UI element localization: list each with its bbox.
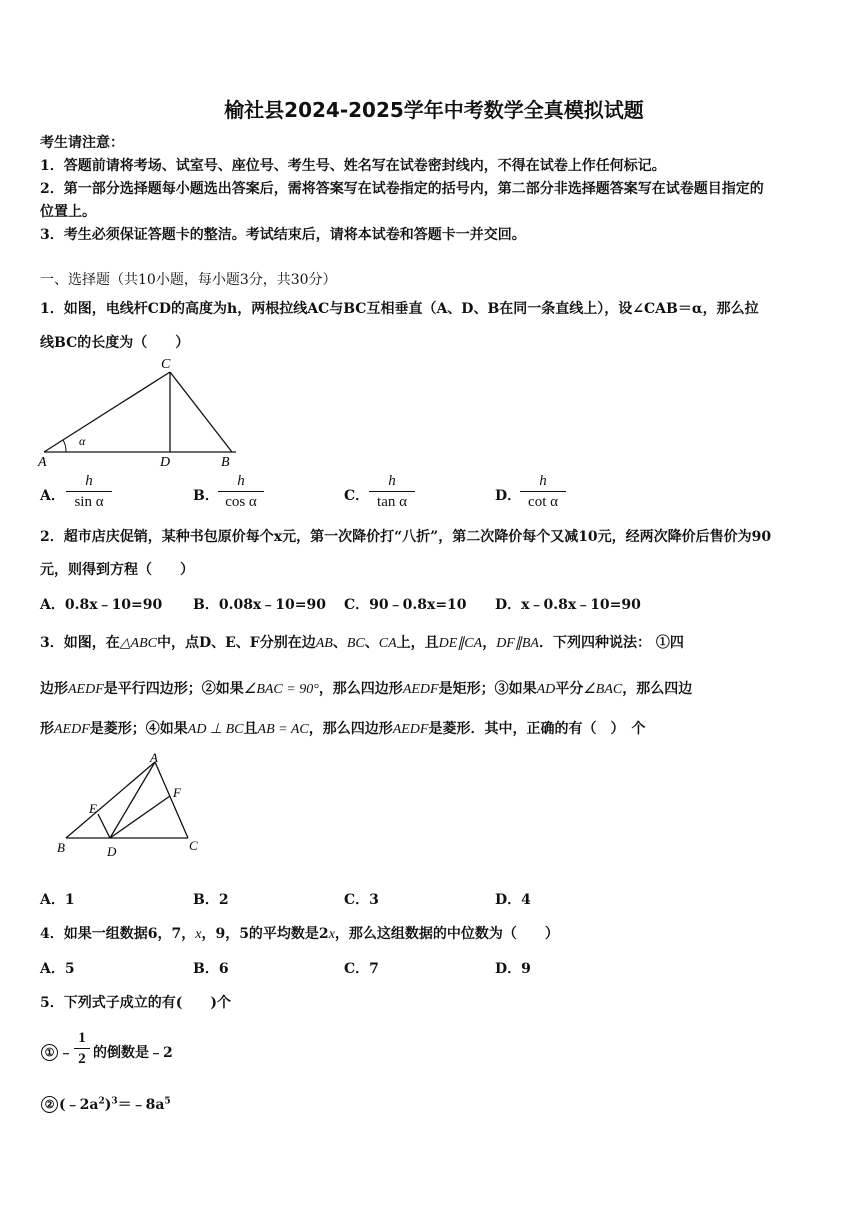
q2-option-b: B．0.08x﹣10=90 — [193, 597, 326, 613]
q5-item-2: ② $(﹣2a^2)^3=﹣8a^5$ — [40, 1094, 171, 1114]
q1-option-c-num: h — [388, 473, 396, 489]
q1-label-c: C — [161, 357, 171, 372]
q3-label-f: F — [173, 785, 181, 800]
notice-item: 1．答题前请将考场、试室号、座位号、考生号、姓名写在试卷密封线内，不得在试卷上作任何标记。 — [40, 158, 666, 174]
q1-option-c-label: C． — [344, 488, 370, 504]
q1-option-d-label: D． — [495, 488, 522, 504]
q5-item-1-text: 的倒数是﹣2 — [93, 1045, 173, 1061]
q1-option-b-fraction — [218, 472, 264, 511]
notice-heading: 考生请注意： — [40, 135, 124, 151]
q3-label-a: A — [150, 752, 158, 765]
q1-option-d-num: h — [539, 473, 547, 489]
q1-option-d-den: cot α — [528, 494, 558, 510]
q1-figure — [36, 352, 246, 470]
q3-stem-line3: 形AEDF是菱形；④如果AD ⊥ BC且AB = AC，那么四边形AEDF是菱形．其中，正确的有（ ） 个 — [40, 721, 646, 737]
q3-stem-line2: 边形AEDF是平行四边形；②如果∠BAC = 90°，那么四边形AEDF是矩形；③如果AD平分∠BAC，那么四边 — [40, 681, 693, 697]
q3-label-e: E — [89, 801, 97, 816]
q1-option-a-den: sin α — [74, 494, 104, 510]
q2-stem-line2: 元，则得到方程（ ） — [40, 562, 194, 578]
page-title: 榆社县2024-2025学年中考数学全真模拟试题 — [224, 98, 644, 122]
q3-label-c: C — [189, 838, 198, 853]
notice-item: 位置上。 — [40, 204, 96, 220]
section-heading: 一、选择题（共10小题，每小题3分，共30分） — [40, 272, 337, 288]
q1-label-alpha: α — [79, 434, 86, 448]
q3-label-b: B — [57, 840, 65, 855]
q4-option-c: C．7 — [344, 961, 379, 977]
q1-stem-line1: 1．如图，电线杆CD的高度为h，两根拉线AC与BC互相垂直（A、D、B在同一条直线上），设∠CAB＝α，那么拉 — [40, 301, 759, 317]
q1-option-d-fraction — [520, 472, 566, 511]
q4-option-a: A．5 — [40, 961, 75, 977]
q1-option-b-num: h — [237, 473, 245, 489]
notice-item: 3．考生必须保证答题卡的整洁。考试结束后，请将本试卷和答题卡一并交回。 — [40, 227, 526, 243]
q1-option-a-num: h — [85, 473, 93, 489]
q2-option-d: D．x﹣0.8x﹣10=90 — [495, 597, 641, 613]
q3-option-c: C．3 — [344, 892, 379, 908]
q4-option-d: D．9 — [495, 961, 531, 977]
q1-option-c-fraction — [369, 472, 415, 511]
q1-option-a-fraction — [66, 472, 112, 511]
q5-item-1-number: ① — [41, 1044, 58, 1061]
q3-option-b: B．2 — [193, 892, 229, 908]
q2-option-a: A．0.8x﹣10=90 — [40, 597, 163, 613]
q5-item-1-num: 1 — [78, 1030, 86, 1046]
q5-item-1-den: 2 — [78, 1051, 86, 1067]
q4-option-b: B．6 — [193, 961, 229, 977]
q2-option-c: C．90﹣0.8x=10 — [344, 597, 467, 613]
q1-option-a-label: A． — [40, 488, 65, 504]
q5-item-2-number: ② — [41, 1096, 58, 1113]
q5-stem: 5．下列式子成立的有( )个 — [40, 995, 231, 1011]
q1-label-b: B — [221, 455, 230, 470]
q3-option-a: A．1 — [40, 892, 75, 908]
q4-stem: 4．如果一组数据6，7，x，9，5的平均数是2x，那么这组数据的中位数为（ ） — [40, 926, 559, 942]
notice-item: 2．第一部分选择题每小题选出答案后，需将答案写在试卷指定的括号内，第二部分非选择题答案写在试卷题目指定的 — [40, 181, 764, 197]
q3-option-d: D．4 — [495, 892, 531, 908]
q5-item-1-fraction — [74, 1029, 90, 1068]
q1-option-b-label: B． — [193, 488, 219, 504]
q3-stem-line1: 3．如图，在△ABC中，点D、E、F分别在边AB、BC、CA上，且DE∥CA，DF∥BA．下列四种说法： ①四 — [40, 635, 684, 651]
q3-label-d: D — [107, 844, 117, 859]
q1-option-b-den: cos α — [225, 494, 257, 510]
q5-item-1-prefix: ① ﹣ — [40, 1042, 73, 1062]
q1-label-d: D — [160, 455, 171, 470]
q1-stem-line2: 线BC的长度为（ ） — [40, 335, 190, 351]
q2-stem-line1: 2．超市店庆促销，某种书包原价每个x元，第一次降价打“八折”，第二次降价每个又减10元，经两次降价后售价为90 — [40, 529, 772, 545]
q1-label-a: A — [38, 455, 47, 470]
q1-option-c-den: tan α — [377, 494, 407, 510]
q3-figure — [52, 752, 212, 862]
